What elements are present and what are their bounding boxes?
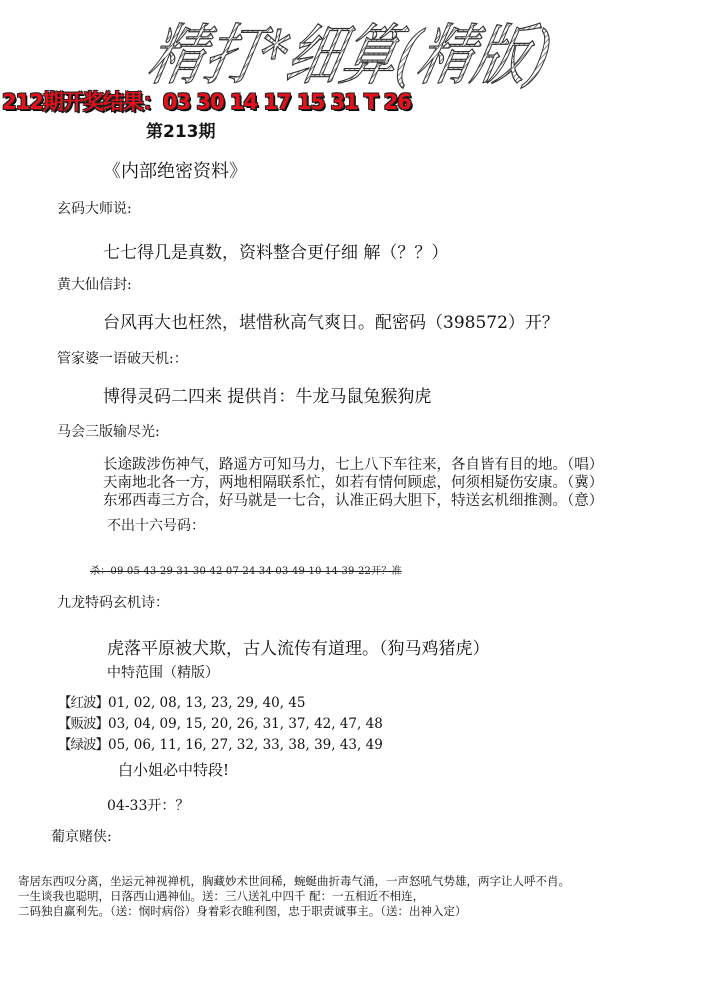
group-blue-numbers: 03, 04, 09, 15, 20, 26, 31, 37, 42, 47, 48 — [108, 716, 383, 732]
group-green-tag: 【绿波】 — [58, 737, 108, 753]
kill-numbers — [90, 562, 402, 577]
doc-title: 《内部绝密资料》 — [103, 161, 247, 182]
group-red-numbers: 01, 02, 08, 13, 23, 29, 40, 45 — [108, 695, 306, 711]
pujing-label: 葡京赌侠: — [51, 829, 112, 845]
kill-numbers-text: 杀：09 05 43 29 31 30 42 07 24 34 03 49 10 14 39 22开？准 — [90, 566, 402, 577]
range-result: 04-33开：？ — [107, 798, 190, 814]
mahui-line-1: 长途跋涉伤神气，路遥方可知马力，七上八下车往来，各自皆有目的地。（唱） — [103, 457, 604, 473]
footer-line-3: 二码独自赢利先。（送：悯时病俗）身着彩衣睢利图，忠于职责诚事主。（送：出神入定） — [18, 904, 467, 918]
footer-line-1: 寄居东西叹分离，坐运元神视禅机，胸藏妙术世间稀，蜿蜒曲折毒气涌，一声怒吼气势雄，两字让人呼不肖。 — [18, 874, 570, 888]
buchu-label: 不出十六号码： — [107, 518, 205, 534]
group-green-numbers: 05, 06, 11, 16, 27, 32, 33, 38, 39, 43, 49 — [108, 737, 383, 753]
mahui-line-3: 东邪西毒三方合，好马就是一七合，认准正码大胆下，特送玄机细推测。（意） — [103, 493, 604, 509]
xuanma-label: 玄码大师说: — [57, 201, 132, 217]
guanjia-label: 管家婆一语破天机:： — [57, 351, 188, 367]
mahui-label: 马会三版输尽光: — [57, 424, 160, 440]
period-label: 第213期 — [146, 122, 216, 142]
range-label: 中特范围（精版） — [107, 665, 219, 681]
draw-result: 212期开奖结果：03 30 14 17 15 31 T 26 — [2, 90, 411, 114]
banner-text: 精打*细算(精版) — [142, 16, 639, 94]
group-blue — [58, 712, 383, 732]
footer-line-2: 一生谈我也聪明，日落西山遇神仙。送：三八送礼中四千 配：一五相近不相连， — [18, 889, 425, 903]
xuanma-text: 七七得几是真数，资料整合更仔细 解（？？） — [103, 243, 449, 263]
group-red — [58, 691, 306, 711]
baixiaojie-text: 白小姐必中特段! — [118, 761, 230, 779]
group-green — [58, 733, 383, 753]
group-red-tag: 【红波】 — [58, 695, 108, 711]
huang-text: 台风再大也枉然，堪惜秋高气爽日。配密码（398572）开？ — [103, 313, 559, 333]
guanjia-text: 博得灵码二四来 提供肖：牛龙马鼠兔猴狗虎 — [103, 387, 432, 407]
huang-label: 黄大仙信封: — [57, 277, 132, 293]
jiulong-text: 虎落平原被犬欺，古人流传有道理。（狗马鸡猪虎） — [107, 639, 490, 659]
group-blue-tag: 【贩波】 — [58, 716, 108, 732]
mahui-line-2: 天南地北各一方，两地相隔联系忙，如若有情何顾虑，何须相疑伤安康。（冀） — [103, 475, 604, 491]
jiulong-label: 九龙特码玄机诗： — [57, 595, 169, 611]
